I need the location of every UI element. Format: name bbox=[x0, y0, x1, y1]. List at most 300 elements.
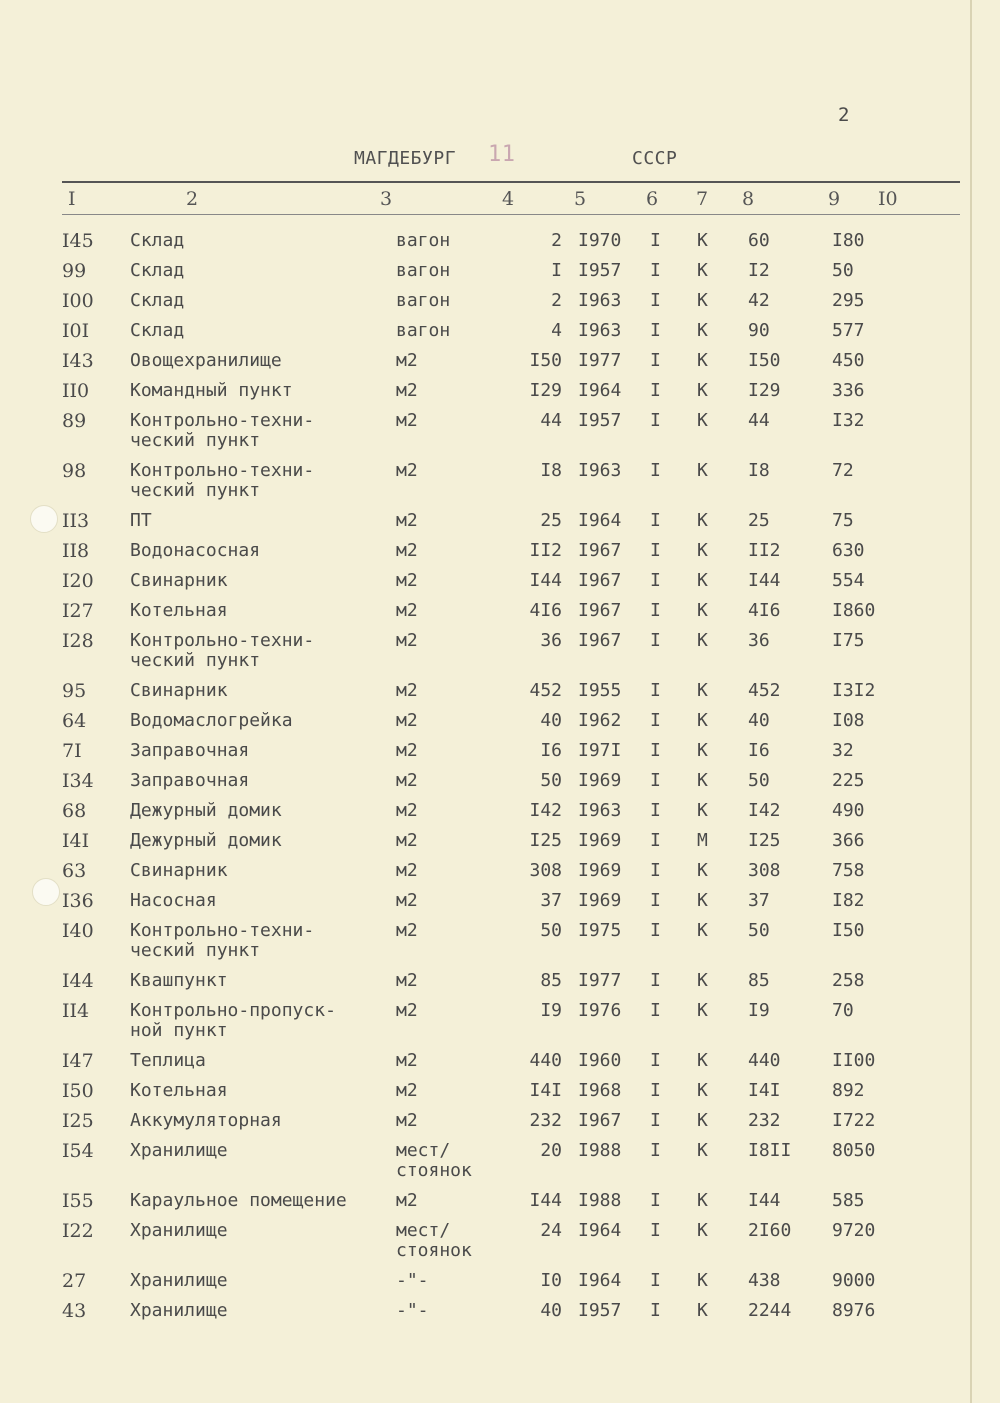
cell-row-number: I34 bbox=[62, 770, 94, 792]
cell-row-number: I28 bbox=[62, 630, 94, 652]
cell-type: К bbox=[697, 970, 708, 991]
cell-category: I bbox=[650, 230, 661, 251]
cell-unit: м2 bbox=[396, 380, 418, 401]
column-header-3: 3 bbox=[380, 188, 393, 210]
cell-object-name: Овощехранилище bbox=[130, 350, 282, 371]
cell-area: I9 bbox=[748, 1000, 770, 1021]
cell-value: I08 bbox=[832, 710, 865, 731]
cell-unit: м2 bbox=[396, 920, 418, 941]
column-header-4: 4 bbox=[502, 188, 515, 210]
cell-quantity: I0 bbox=[540, 1270, 562, 1291]
cell-type: К bbox=[697, 600, 708, 621]
cell-area: 90 bbox=[748, 320, 770, 341]
cell-area: 232 bbox=[748, 1110, 781, 1131]
cell-area: I2 bbox=[748, 260, 770, 281]
cell-object-name: Котельная bbox=[130, 1080, 228, 1101]
cell-quantity: 85 bbox=[540, 970, 562, 991]
cell-quantity: 37 bbox=[540, 890, 562, 911]
cell-area: 44 bbox=[748, 410, 770, 431]
cell-year: I977 bbox=[578, 350, 622, 371]
cell-object-name: Хранилище bbox=[130, 1270, 228, 1291]
cell-row-number: 99 bbox=[62, 260, 87, 282]
cell-area: 60 bbox=[748, 230, 770, 251]
cell-category: I bbox=[650, 1080, 661, 1101]
cell-area: I25 bbox=[748, 830, 781, 851]
cell-object-name: Контрольно-пропуск- ной пункт bbox=[130, 1000, 336, 1041]
cell-value: 295 bbox=[832, 290, 865, 311]
cell-area: 2244 bbox=[748, 1300, 792, 1321]
cell-year: I967 bbox=[578, 540, 622, 561]
cell-year: I970 bbox=[578, 230, 622, 251]
cell-quantity: 232 bbox=[529, 1110, 562, 1131]
cell-value: II00 bbox=[832, 1050, 876, 1071]
cell-value: 70 bbox=[832, 1000, 854, 1021]
cell-year: I977 bbox=[578, 970, 622, 991]
cell-type: К bbox=[697, 860, 708, 881]
cell-year: I957 bbox=[578, 1300, 622, 1321]
cell-category: I bbox=[650, 710, 661, 731]
cell-area: 40 bbox=[748, 710, 770, 731]
cell-object-name: Квашпункт bbox=[130, 970, 228, 991]
cell-unit: м2 bbox=[396, 970, 418, 991]
cell-object-name: Караульное помещение bbox=[130, 1190, 347, 1211]
cell-value: 75 bbox=[832, 510, 854, 531]
cell-type: К bbox=[697, 1050, 708, 1071]
cell-object-name: Свинарник bbox=[130, 680, 228, 701]
title-city: МАГДЕБУРГ bbox=[354, 148, 457, 169]
cell-type: К bbox=[697, 460, 708, 481]
cell-value: I82 bbox=[832, 890, 865, 911]
cell-row-number: 68 bbox=[62, 800, 87, 822]
cell-object-name: Контрольно-техни- ческий пункт bbox=[130, 630, 315, 671]
cell-category: I bbox=[650, 1270, 661, 1291]
cell-quantity: 25 bbox=[540, 510, 562, 531]
cell-quantity: 24 bbox=[540, 1220, 562, 1241]
cell-quantity: I42 bbox=[529, 800, 562, 821]
cell-unit: м2 bbox=[396, 1000, 418, 1021]
cell-category: I bbox=[650, 740, 661, 761]
cell-category: I bbox=[650, 770, 661, 791]
cell-year: I967 bbox=[578, 630, 622, 651]
cell-type: К bbox=[697, 350, 708, 371]
page-edge bbox=[970, 0, 972, 1403]
cell-row-number: I54 bbox=[62, 1140, 94, 1162]
cell-area: 85 bbox=[748, 970, 770, 991]
cell-quantity: II2 bbox=[529, 540, 562, 561]
cell-year: I964 bbox=[578, 1220, 622, 1241]
cell-type: К bbox=[697, 800, 708, 821]
page-number: 2 bbox=[838, 104, 850, 126]
cell-row-number: I43 bbox=[62, 350, 94, 372]
cell-object-name: Хранилище bbox=[130, 1300, 228, 1321]
column-header-8: 8 bbox=[742, 188, 755, 210]
cell-value: 630 bbox=[832, 540, 865, 561]
cell-category: I bbox=[650, 260, 661, 281]
cell-row-number: I25 bbox=[62, 1110, 94, 1132]
cell-category: I bbox=[650, 320, 661, 341]
cell-year: I962 bbox=[578, 710, 622, 731]
cell-unit: м2 bbox=[396, 770, 418, 791]
cell-type: К bbox=[697, 1220, 708, 1241]
cell-category: I bbox=[650, 380, 661, 401]
cell-type: К bbox=[697, 710, 708, 731]
cell-year: I988 bbox=[578, 1190, 622, 1211]
cell-value: 892 bbox=[832, 1080, 865, 1101]
cell-area: 42 bbox=[748, 290, 770, 311]
column-header-9: 9 bbox=[828, 188, 841, 210]
cell-quantity: I44 bbox=[529, 1190, 562, 1211]
cell-object-name: Водонасосная bbox=[130, 540, 261, 561]
cell-object-name: ПТ bbox=[130, 510, 152, 531]
cell-year: I964 bbox=[578, 380, 622, 401]
header-rule-bottom bbox=[62, 214, 960, 215]
cell-type: К bbox=[697, 540, 708, 561]
cell-type: К bbox=[697, 1110, 708, 1131]
cell-row-number: II4 bbox=[62, 1000, 90, 1022]
cell-area: 2I60 bbox=[748, 1220, 792, 1241]
cell-area: 440 bbox=[748, 1050, 781, 1071]
cell-area: I6 bbox=[748, 740, 770, 761]
cell-type: К bbox=[697, 570, 708, 591]
cell-unit: м2 bbox=[396, 1190, 418, 1211]
cell-type: К bbox=[697, 320, 708, 341]
cell-row-number: 43 bbox=[62, 1300, 87, 1322]
cell-category: I bbox=[650, 1300, 661, 1321]
cell-value: 366 bbox=[832, 830, 865, 851]
cell-quantity: I50 bbox=[529, 350, 562, 371]
cell-value: I32 bbox=[832, 410, 865, 431]
cell-year: I963 bbox=[578, 290, 622, 311]
cell-category: I bbox=[650, 570, 661, 591]
cell-object-name: Склад bbox=[130, 290, 185, 311]
title-handwritten-mark: 11 bbox=[488, 142, 516, 167]
cell-year: I969 bbox=[578, 830, 622, 851]
cell-object-name: Котельная bbox=[130, 600, 228, 621]
cell-value: I860 bbox=[832, 600, 876, 621]
cell-unit: мест/ стоянок bbox=[396, 1220, 472, 1261]
cell-value: 490 bbox=[832, 800, 865, 821]
cell-unit: м2 bbox=[396, 410, 418, 431]
cell-quantity: 308 bbox=[529, 860, 562, 881]
cell-row-number: I0I bbox=[62, 320, 90, 342]
cell-quantity: 440 bbox=[529, 1050, 562, 1071]
cell-row-number: 95 bbox=[62, 680, 87, 702]
cell-row-number: 64 bbox=[62, 710, 87, 732]
cell-area: 37 bbox=[748, 890, 770, 911]
cell-area: I8 bbox=[748, 460, 770, 481]
cell-category: I bbox=[650, 1000, 661, 1021]
cell-unit: вагон bbox=[396, 290, 451, 311]
cell-quantity: 4I6 bbox=[529, 600, 562, 621]
cell-year: I963 bbox=[578, 460, 622, 481]
cell-type: М bbox=[697, 830, 708, 851]
cell-value: 336 bbox=[832, 380, 865, 401]
cell-category: I bbox=[650, 350, 661, 371]
cell-quantity: I44 bbox=[529, 570, 562, 591]
cell-unit: м2 bbox=[396, 630, 418, 651]
cell-category: I bbox=[650, 800, 661, 821]
cell-type: К bbox=[697, 1190, 708, 1211]
cell-area: 308 bbox=[748, 860, 781, 881]
cell-area: I42 bbox=[748, 800, 781, 821]
cell-unit: вагон bbox=[396, 230, 451, 251]
cell-category: I bbox=[650, 630, 661, 651]
cell-object-name: Аккумуляторная bbox=[130, 1110, 282, 1131]
cell-year: I968 bbox=[578, 1080, 622, 1101]
cell-object-name: Заправочная bbox=[130, 740, 250, 761]
cell-value: I3I2 bbox=[832, 680, 876, 701]
cell-object-name: Командный пункт bbox=[130, 380, 293, 401]
cell-category: I bbox=[650, 510, 661, 531]
cell-unit: м2 bbox=[396, 710, 418, 731]
cell-type: К bbox=[697, 230, 708, 251]
cell-value: 8976 bbox=[832, 1300, 876, 1321]
cell-type: К bbox=[697, 770, 708, 791]
cell-object-name: Дежурный домик bbox=[130, 800, 282, 821]
cell-quantity: I6 bbox=[540, 740, 562, 761]
cell-unit: м2 bbox=[396, 350, 418, 371]
cell-category: I bbox=[650, 920, 661, 941]
cell-object-name: Склад bbox=[130, 260, 185, 281]
cell-value: 32 bbox=[832, 740, 854, 761]
cell-year: I97I bbox=[578, 740, 622, 761]
cell-area: II2 bbox=[748, 540, 781, 561]
cell-unit: вагон bbox=[396, 320, 451, 341]
cell-category: I bbox=[650, 410, 661, 431]
cell-quantity: I25 bbox=[529, 830, 562, 851]
cell-unit: м2 bbox=[396, 1110, 418, 1131]
cell-quantity: 44 bbox=[540, 410, 562, 431]
cell-year: I988 bbox=[578, 1140, 622, 1161]
cell-value: 450 bbox=[832, 350, 865, 371]
cell-year: I955 bbox=[578, 680, 622, 701]
cell-row-number: I47 bbox=[62, 1050, 94, 1072]
cell-category: I bbox=[650, 890, 661, 911]
cell-value: I80 bbox=[832, 230, 865, 251]
cell-area: 50 bbox=[748, 920, 770, 941]
cell-object-name: Водомаслогрейка bbox=[130, 710, 293, 731]
cell-type: К bbox=[697, 290, 708, 311]
cell-value: I75 bbox=[832, 630, 865, 651]
cell-value: 577 bbox=[832, 320, 865, 341]
cell-year: I969 bbox=[578, 890, 622, 911]
cell-object-name: Свинарник bbox=[130, 570, 228, 591]
cell-quantity: 452 bbox=[529, 680, 562, 701]
cell-unit: м2 bbox=[396, 460, 418, 481]
cell-unit: м2 bbox=[396, 600, 418, 621]
cell-type: К bbox=[697, 1000, 708, 1021]
cell-row-number: I44 bbox=[62, 970, 94, 992]
cell-row-number: 63 bbox=[62, 860, 87, 882]
cell-object-name: Склад bbox=[130, 320, 185, 341]
cell-quantity: I bbox=[551, 260, 562, 281]
cell-year: I963 bbox=[578, 320, 622, 341]
cell-row-number: I40 bbox=[62, 920, 94, 942]
cell-category: I bbox=[650, 1190, 661, 1211]
cell-area: I44 bbox=[748, 1190, 781, 1211]
cell-unit: м2 bbox=[396, 510, 418, 531]
cell-row-number: 7I bbox=[62, 740, 82, 762]
cell-object-name: Контрольно-техни- ческий пункт bbox=[130, 410, 315, 451]
cell-unit: -"- bbox=[396, 1300, 429, 1321]
cell-year: I957 bbox=[578, 260, 622, 281]
cell-unit: м2 bbox=[396, 890, 418, 911]
cell-unit: м2 bbox=[396, 1050, 418, 1071]
title-country: СССР bbox=[632, 148, 678, 169]
cell-year: I963 bbox=[578, 800, 622, 821]
cell-unit: мест/ стоянок bbox=[396, 1140, 472, 1181]
cell-unit: вагон bbox=[396, 260, 451, 281]
cell-quantity: I29 bbox=[529, 380, 562, 401]
cell-quantity: 2 bbox=[551, 230, 562, 251]
cell-row-number: I00 bbox=[62, 290, 94, 312]
cell-category: I bbox=[650, 1050, 661, 1071]
cell-type: К bbox=[697, 680, 708, 701]
cell-type: К bbox=[697, 1140, 708, 1161]
cell-object-name: Контрольно-техни- ческий пункт bbox=[130, 920, 315, 961]
cell-year: I964 bbox=[578, 1270, 622, 1291]
cell-object-name: Насосная bbox=[130, 890, 217, 911]
cell-unit: м2 bbox=[396, 680, 418, 701]
cell-row-number: I27 bbox=[62, 600, 94, 622]
cell-quantity: 40 bbox=[540, 1300, 562, 1321]
cell-area: 438 bbox=[748, 1270, 781, 1291]
cell-category: I bbox=[650, 460, 661, 481]
cell-category: I bbox=[650, 1220, 661, 1241]
cell-area: I44 bbox=[748, 570, 781, 591]
cell-quantity: I4I bbox=[529, 1080, 562, 1101]
cell-row-number: II0 bbox=[62, 380, 90, 402]
cell-row-number: II3 bbox=[62, 510, 90, 532]
cell-quantity: 4 bbox=[551, 320, 562, 341]
cell-type: К bbox=[697, 630, 708, 651]
cell-area: 452 bbox=[748, 680, 781, 701]
punch-hole bbox=[30, 505, 58, 533]
cell-area: I8II bbox=[748, 1140, 792, 1161]
cell-value: 585 bbox=[832, 1190, 865, 1211]
cell-row-number: I50 bbox=[62, 1080, 94, 1102]
cell-area: 50 bbox=[748, 770, 770, 791]
cell-value: 9000 bbox=[832, 1270, 876, 1291]
cell-year: I967 bbox=[578, 570, 622, 591]
cell-object-name: Хранилище bbox=[130, 1220, 228, 1241]
cell-category: I bbox=[650, 600, 661, 621]
cell-type: К bbox=[697, 890, 708, 911]
cell-row-number: 89 bbox=[62, 410, 87, 432]
header-rule-top bbox=[62, 181, 960, 183]
cell-value: 9720 bbox=[832, 1220, 876, 1241]
cell-quantity: 50 bbox=[540, 770, 562, 791]
cell-unit: м2 bbox=[396, 570, 418, 591]
cell-category: I bbox=[650, 860, 661, 881]
cell-row-number: 98 bbox=[62, 460, 87, 482]
cell-type: К bbox=[697, 410, 708, 431]
cell-object-name: Хранилище bbox=[130, 1140, 228, 1161]
cell-year: I969 bbox=[578, 770, 622, 791]
cell-quantity: I9 bbox=[540, 1000, 562, 1021]
cell-year: I967 bbox=[578, 1110, 622, 1131]
cell-category: I bbox=[650, 540, 661, 561]
cell-row-number: I4I bbox=[62, 830, 90, 852]
cell-unit: м2 bbox=[396, 860, 418, 881]
cell-row-number: I45 bbox=[62, 230, 94, 252]
cell-unit: м2 bbox=[396, 740, 418, 761]
column-header-10: I0 bbox=[878, 188, 898, 210]
cell-year: I964 bbox=[578, 510, 622, 531]
cell-type: К bbox=[697, 1300, 708, 1321]
cell-type: К bbox=[697, 920, 708, 941]
cell-quantity: 50 bbox=[540, 920, 562, 941]
cell-category: I bbox=[650, 290, 661, 311]
cell-unit: м2 bbox=[396, 540, 418, 561]
cell-year: I960 bbox=[578, 1050, 622, 1071]
cell-category: I bbox=[650, 970, 661, 991]
cell-value: 72 bbox=[832, 460, 854, 481]
cell-area: 4I6 bbox=[748, 600, 781, 621]
cell-object-name: Контрольно-техни- ческий пункт bbox=[130, 460, 315, 501]
cell-area: I4I bbox=[748, 1080, 781, 1101]
cell-value: 554 bbox=[832, 570, 865, 591]
column-header-1: I bbox=[68, 188, 76, 210]
cell-row-number: I36 bbox=[62, 890, 94, 912]
cell-quantity: 2 bbox=[551, 290, 562, 311]
cell-area: 25 bbox=[748, 510, 770, 531]
cell-area: I50 bbox=[748, 350, 781, 371]
cell-year: I975 bbox=[578, 920, 622, 941]
cell-value: I50 bbox=[832, 920, 865, 941]
cell-area: I29 bbox=[748, 380, 781, 401]
cell-value: 225 bbox=[832, 770, 865, 791]
cell-row-number: I55 bbox=[62, 1190, 94, 1212]
column-header-2: 2 bbox=[186, 188, 199, 210]
cell-category: I bbox=[650, 1140, 661, 1161]
cell-quantity: 40 bbox=[540, 710, 562, 731]
cell-type: К bbox=[697, 380, 708, 401]
cell-quantity: I8 bbox=[540, 460, 562, 481]
cell-object-name: Заправочная bbox=[130, 770, 250, 791]
cell-unit: м2 bbox=[396, 1080, 418, 1101]
cell-unit: -"- bbox=[396, 1270, 429, 1291]
cell-year: I976 bbox=[578, 1000, 622, 1021]
cell-year: I969 bbox=[578, 860, 622, 881]
cell-row-number: I20 bbox=[62, 570, 94, 592]
cell-object-name: Свинарник bbox=[130, 860, 228, 881]
cell-quantity: 36 bbox=[540, 630, 562, 651]
cell-row-number: I22 bbox=[62, 1220, 94, 1242]
cell-value: 758 bbox=[832, 860, 865, 881]
cell-unit: м2 bbox=[396, 800, 418, 821]
cell-type: К bbox=[697, 510, 708, 531]
cell-type: К bbox=[697, 260, 708, 281]
cell-type: К bbox=[697, 1080, 708, 1101]
cell-value: 50 bbox=[832, 260, 854, 281]
cell-category: I bbox=[650, 830, 661, 851]
cell-object-name: Дежурный домик bbox=[130, 830, 282, 851]
column-header-7: 7 bbox=[696, 188, 709, 210]
punch-hole bbox=[32, 878, 60, 906]
cell-object-name: Склад bbox=[130, 230, 185, 251]
cell-type: К bbox=[697, 1270, 708, 1291]
column-header-6: 6 bbox=[646, 188, 659, 210]
cell-unit: м2 bbox=[396, 830, 418, 851]
cell-area: 36 bbox=[748, 630, 770, 651]
column-header-5: 5 bbox=[574, 188, 587, 210]
cell-value: I722 bbox=[832, 1110, 876, 1131]
cell-value: 258 bbox=[832, 970, 865, 991]
cell-value: 8050 bbox=[832, 1140, 876, 1161]
cell-type: К bbox=[697, 740, 708, 761]
cell-category: I bbox=[650, 1110, 661, 1131]
